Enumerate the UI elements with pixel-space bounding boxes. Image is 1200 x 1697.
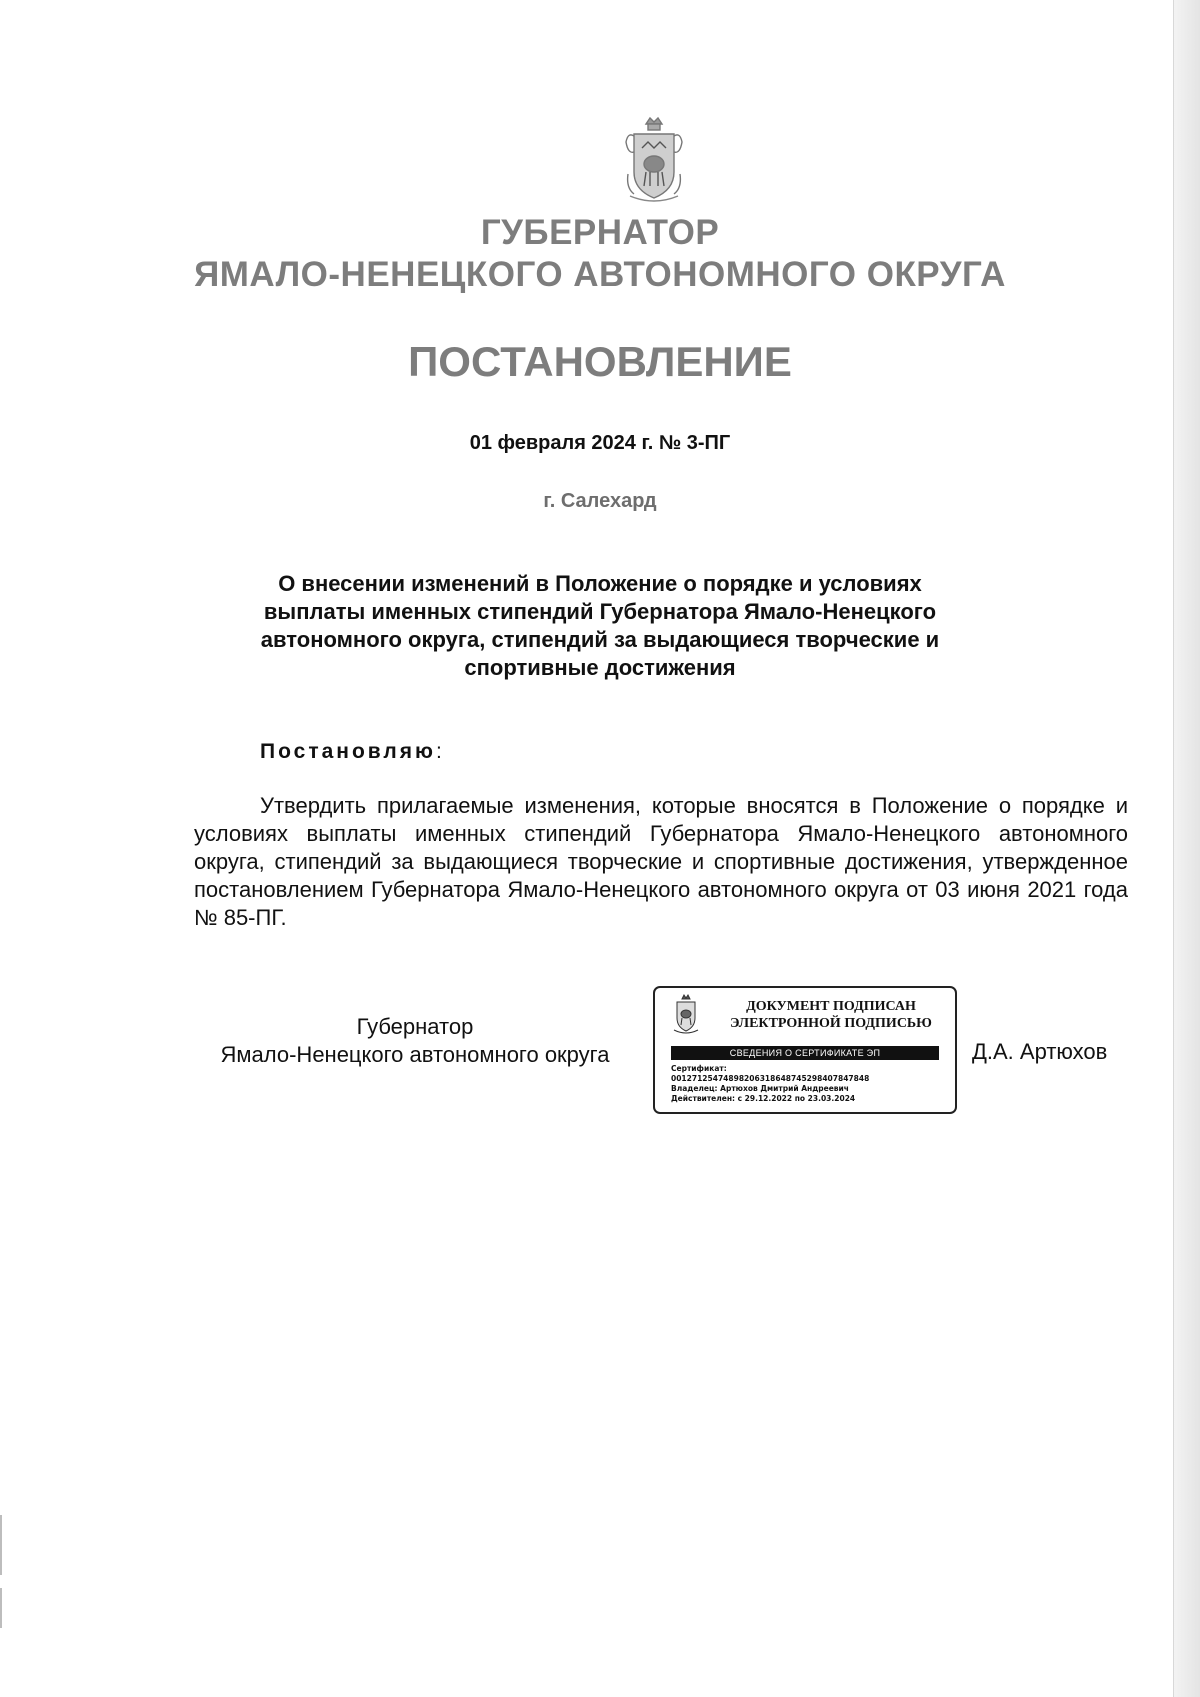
electronic-signature-stamp xyxy=(653,986,957,1114)
authority-region: ЯМАЛО-НЕНЕЦКОГО АВТОНОМНОГО ОКРУГА xyxy=(194,255,1006,294)
resolution-paragraph: Утвердить прилагаемые изменения, которые вносятся в Положение о порядке и условиях выплаты именных стипендий Губернатора Ямало-Ненецкого автономного округа, стипендий за выдающиеся творческие и спортивные достижения, утвержденное постановлением Губернатора Ямало-Ненецкого автономного округа от 03 июня 2021 года № 85-ПГ. xyxy=(194,793,1128,930)
stamp-certificate-bar: СВЕДЕНИЯ О СЕРТИФИКАТЕ ЭП xyxy=(671,1046,939,1060)
stamp-cert-number: 00127125474898206318648745298407847848 xyxy=(671,1074,870,1083)
signer-name: Д.А. Артюхов xyxy=(972,1039,1108,1064)
scan-margin-mark xyxy=(0,1588,2,1628)
stamp-title-line2: ЭЛЕКТРОННОЙ ПОДПИСЬЮ xyxy=(730,1016,932,1031)
resolve-heading xyxy=(260,740,442,764)
city: г. Салехард xyxy=(543,490,657,512)
stamp-emblem-icon xyxy=(671,994,701,1036)
signer-position xyxy=(190,1013,640,1069)
date-and-number: 01 февраля 2024 г. № 3-ПГ xyxy=(469,432,731,454)
stamp-cert-label: Сертификат: xyxy=(671,1064,727,1073)
scan-margin-mark xyxy=(0,1515,2,1575)
resolve-word: Постановляю xyxy=(260,740,436,763)
authority-title: ГУБЕРНАТОР xyxy=(480,213,720,252)
document-title: О внесении изменений в Положение о порядке и условиях выплаты именных стипендий Губернатора Ямало-Ненецкого автономного округа, стипендий за выдающиеся творческие и спортивные достижения xyxy=(260,571,940,680)
signer-position-line1: Губернатор xyxy=(356,1014,474,1039)
resolve-colon: : xyxy=(435,740,442,763)
stamp-validity: Действителен: с 29.12.2022 по 23.03.2024 xyxy=(671,1094,856,1103)
stamp-owner: Владелец: Артюхов Дмитрий Андреевич xyxy=(671,1084,849,1093)
stamp-title xyxy=(715,998,947,1032)
stamp-certificate-info xyxy=(671,1064,947,1104)
coat-of-arms-icon xyxy=(620,114,688,210)
document-type: ПОСТАНОВЛЕНИЕ xyxy=(408,338,792,385)
stamp-title-line1: ДОКУМЕНТ ПОДПИСАН xyxy=(746,999,916,1014)
signer-position-line2: Ямало-Ненецкого автономного округа xyxy=(220,1042,610,1067)
